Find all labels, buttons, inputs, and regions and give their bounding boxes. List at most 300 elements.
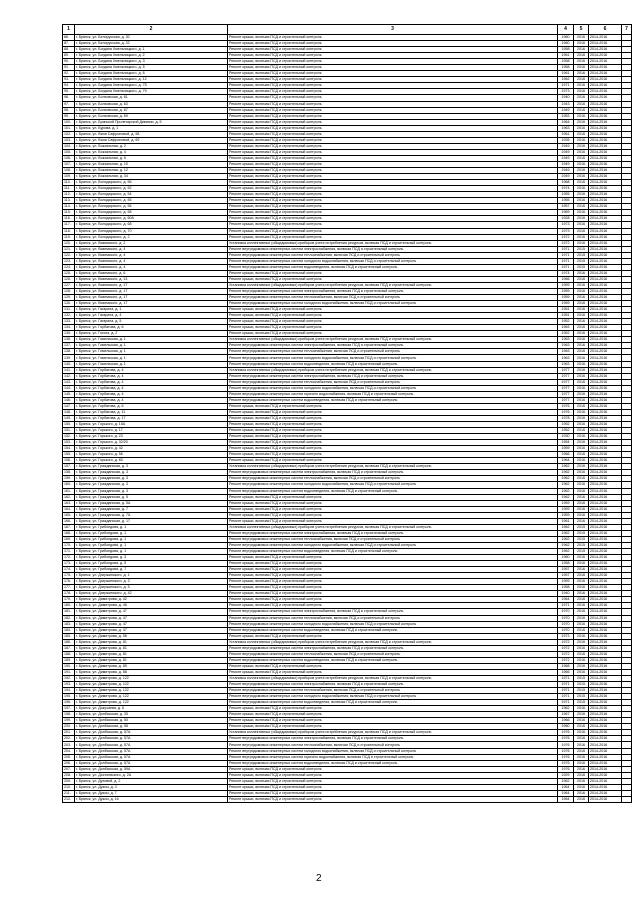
year-built-cell: 1976 bbox=[558, 730, 574, 736]
period-cell: 2014-2016 bbox=[589, 591, 622, 597]
planned-year-cell: 2016 bbox=[574, 337, 589, 343]
year-built-cell: 1953 bbox=[558, 113, 574, 119]
work-type-cell: Ремонт крыши, включая ПСД и строительный контроль bbox=[228, 573, 558, 579]
year-built-cell: 1966 bbox=[558, 452, 574, 458]
header-cell: 3 bbox=[228, 25, 558, 35]
address-cell: г. Брянск, ул. Горбатова, д. 11 bbox=[75, 409, 228, 415]
address-cell: г. Брянск, ул. Вокзальная, д. 34 bbox=[75, 174, 228, 180]
work-type-cell: Ремонт крыши, включая ПСД и строительный контроль bbox=[228, 186, 558, 192]
row-number: 172. bbox=[63, 555, 75, 561]
planned-year-cell: 2016 bbox=[574, 403, 589, 409]
address-cell: г. Брянск, ул. Володарского, д. 2 bbox=[75, 234, 228, 240]
address-cell: г. Брянск, ул. Докучаева, д. 6 bbox=[75, 706, 228, 712]
address-cell: г. Брянск, ул. Донбасская, д. 59А bbox=[75, 766, 228, 772]
planned-year-cell: 2016 bbox=[574, 83, 589, 89]
empty-cell bbox=[622, 796, 632, 802]
planned-year-cell: 2015 bbox=[574, 258, 589, 264]
planned-year-cell: 2015 bbox=[574, 542, 589, 548]
work-type-cell: Ремонт крыши, включая ПСД и строительный контроль bbox=[228, 555, 558, 561]
work-type-cell: Ремонт крыши, включая ПСД и строительный контроль bbox=[228, 718, 558, 724]
period-cell: 2014-2016 bbox=[589, 77, 622, 83]
work-type-cell: Ремонт крыши, включая ПСД и строительный контроль bbox=[228, 669, 558, 675]
work-type-cell: Ремонт крыши, включая ПСД и строительный контроль bbox=[228, 440, 558, 446]
year-built-cell: 1959 bbox=[558, 288, 574, 294]
planned-year-cell: 2016 bbox=[574, 113, 589, 119]
period-cell: 2014-2016 bbox=[589, 645, 622, 651]
planned-year-cell: 2016 bbox=[574, 234, 589, 240]
work-type-cell: Ремонт внутридомовых инженерных систем водоотведения, включая ПСД и строительный контроль bbox=[228, 700, 558, 706]
address-cell: г. Брянск, ул. Донбасская, д. 57А bbox=[75, 736, 228, 742]
planned-year-cell: 2016 bbox=[574, 573, 589, 579]
work-type-cell: Ремонт крыши, включая ПСД и строительный контроль bbox=[228, 561, 558, 567]
period-cell: 2014-2016 bbox=[589, 168, 622, 174]
year-built-cell: 1952 bbox=[558, 422, 574, 428]
row-number: 154. bbox=[63, 446, 75, 452]
row-number: 112. bbox=[63, 192, 75, 198]
address-cell: г. Брянск, ул. Грибоедова, д. 7 bbox=[75, 567, 228, 573]
address-cell: г. Брянск, ул. Володарского, д. 55 bbox=[75, 198, 228, 204]
address-cell: г. Брянск, ул. Володарского, д. 56 bbox=[75, 204, 228, 210]
work-type-cell: Установка коллективных (общедомовых) приборов учета потребления ресурсов, включая ПСД и строительный контроль bbox=[228, 730, 558, 736]
address-cell: г. Брянск, ул. Володарского, д. 60А bbox=[75, 216, 228, 222]
row-number: 210. bbox=[63, 784, 75, 790]
work-type-cell: Ремонт внутридомовых инженерных систем горячего водоснабжения, включая ПСД и строительный контроль bbox=[228, 754, 558, 760]
planned-year-cell: 2016 bbox=[574, 561, 589, 567]
planned-year-cell: 2016 bbox=[574, 730, 589, 736]
year-built-cell: 1935 bbox=[558, 137, 574, 143]
planned-year-cell: 2016 bbox=[574, 603, 589, 609]
planned-year-cell: 2016 bbox=[574, 71, 589, 77]
row-number: 183. bbox=[63, 621, 75, 627]
row-number: 207. bbox=[63, 766, 75, 772]
period-cell: 2014-2016 bbox=[589, 712, 622, 718]
planned-year-cell: 2016 bbox=[574, 434, 589, 440]
year-built-cell: 1977 bbox=[558, 367, 574, 373]
planned-year-cell: 2015 bbox=[574, 264, 589, 270]
year-built-cell: 1976 bbox=[558, 736, 574, 742]
planned-year-cell: 2016 bbox=[574, 470, 589, 476]
planned-year-cell: 2015 bbox=[574, 682, 589, 688]
period-cell: 2014-2016 bbox=[589, 609, 622, 615]
work-type-cell: Ремонт крыши, включая ПСД и строительный контроль bbox=[228, 174, 558, 180]
row-number: 133. bbox=[63, 319, 75, 325]
row-number: 205. bbox=[63, 754, 75, 760]
year-built-cell: 1966 bbox=[558, 276, 574, 282]
period-cell: 2014-2016 bbox=[589, 597, 622, 603]
year-built-cell: 1972 bbox=[558, 639, 574, 645]
period-cell: 2014-2016 bbox=[589, 784, 622, 790]
address-cell: г. Брянск, ул. Вяземского, д. 13 bbox=[75, 276, 228, 282]
address-cell: г. Брянск, ул. Болховская, д. 63 bbox=[75, 101, 228, 107]
period-cell: 2014-2016 bbox=[589, 470, 622, 476]
period-cell: 2014-2016 bbox=[589, 663, 622, 669]
work-type-cell: Ремонт внутридомовых инженерных систем холодного водоснабжения, включая ПСД и строительный контроль bbox=[228, 258, 558, 264]
row-number: 180. bbox=[63, 603, 75, 609]
year-built-cell: 1959 bbox=[558, 512, 574, 518]
work-type-cell: Ремонт крыши, включая ПСД и строительный контроль bbox=[228, 180, 558, 186]
row-number: 174. bbox=[63, 567, 75, 573]
year-built-cell: 1977 bbox=[558, 385, 574, 391]
period-cell: 2014-2016 bbox=[589, 192, 622, 198]
work-type-cell: Установка коллективных (общедомовых) приборов учета потребления ресурсов, включая ПСД и строительный контроль bbox=[228, 367, 558, 373]
planned-year-cell: 2016 bbox=[574, 621, 589, 627]
address-cell: г. Брянск, ул. Богдана Хмельницкого, д. 79 bbox=[75, 89, 228, 95]
row-number: 98. bbox=[63, 107, 75, 113]
period-cell: 2014-2016 bbox=[589, 500, 622, 506]
planned-year-cell: 2016 bbox=[574, 500, 589, 506]
period-cell: 2014-2016 bbox=[589, 754, 622, 760]
address-cell: г. Брянск, ул. Володарского, д. 70 bbox=[75, 228, 228, 234]
year-built-cell: 1971 bbox=[558, 264, 574, 270]
year-built-cell: 1978 bbox=[558, 415, 574, 421]
work-type-cell: Ремонт крыши, включая ПСД и строительный контроль bbox=[228, 113, 558, 119]
planned-year-cell: 2016 bbox=[574, 216, 589, 222]
row-number: 158. bbox=[63, 470, 75, 476]
year-built-cell: 1949 bbox=[558, 161, 574, 167]
period-cell: 2014-2016 bbox=[589, 155, 622, 161]
year-built-cell: 1959 bbox=[558, 295, 574, 301]
planned-year-cell: 2016 bbox=[574, 174, 589, 180]
planned-year-cell: 2015 bbox=[574, 524, 589, 530]
address-cell: г. Брянск, ул. Вокзальная, д. 6 bbox=[75, 155, 228, 161]
planned-year-cell: 2016 bbox=[574, 59, 589, 65]
year-built-cell: 1973 bbox=[558, 222, 574, 228]
planned-year-cell: 2016 bbox=[574, 415, 589, 421]
row-number: 114. bbox=[63, 204, 75, 210]
year-built-cell: 1977 bbox=[558, 379, 574, 385]
row-number: 208. bbox=[63, 772, 75, 778]
row-number: 122. bbox=[63, 252, 75, 258]
period-cell: 2014-2016 bbox=[589, 627, 622, 633]
row-number: 162. bbox=[63, 494, 75, 500]
work-type-cell: Ремонт крыши, включая ПСД и строительный контроль bbox=[228, 89, 558, 95]
work-type-cell: Ремонт крыши, включая ПСД и строительный контроль bbox=[228, 579, 558, 585]
row-number: 198. bbox=[63, 712, 75, 718]
year-built-cell: 1963 bbox=[558, 337, 574, 343]
year-built-cell: 1951 bbox=[558, 307, 574, 313]
work-type-cell: Установка коллективных (общедомовых) приборов учета потребления ресурсов, включая ПСД и строительный контроль bbox=[228, 524, 558, 530]
year-built-cell: 1958 bbox=[558, 585, 574, 591]
row-number: 149. bbox=[63, 415, 75, 421]
address-cell: г. Брянск, ул. Гоголя, д. 2 bbox=[75, 331, 228, 337]
period-cell: 2014-2016 bbox=[589, 397, 622, 403]
planned-year-cell: 2016 bbox=[574, 180, 589, 186]
work-type-cell: Ремонт крыши, включая ПСД и строительный контроль bbox=[228, 131, 558, 137]
address-cell: г. Брянск, ул. Горького, д. 42 bbox=[75, 446, 228, 452]
work-type-cell: Ремонт крыши, включая ПСД и строительный контроль bbox=[228, 95, 558, 101]
work-type-cell: Ремонт внутридомовых инженерных систем водоотведения, включая ПСД и строительный контроль bbox=[228, 657, 558, 663]
work-type-cell: Ремонт крыши, включая ПСД и строительный контроль bbox=[228, 192, 558, 198]
row-number: 116. bbox=[63, 216, 75, 222]
work-type-cell: Ремонт крыши, включая ПСД и строительный контроль bbox=[228, 270, 558, 276]
planned-year-cell: 2016 bbox=[574, 718, 589, 724]
planned-year-cell: 2016 bbox=[574, 609, 589, 615]
address-cell: г. Брянск, ул. Димитрова, д. 122 bbox=[75, 675, 228, 681]
address-cell: г. Брянск, ул. Вокзальная, д. 4 bbox=[75, 149, 228, 155]
work-type-cell: Ремонт крыши, включая ПСД и строительный контроль bbox=[228, 155, 558, 161]
work-type-cell: Ремонт крыши, включая ПСД и строительный контроль bbox=[228, 772, 558, 778]
row-number: 167. bbox=[63, 524, 75, 530]
year-built-cell: 1929 bbox=[558, 772, 574, 778]
period-cell: 2014-2016 bbox=[589, 422, 622, 428]
planned-year-cell: 2016 bbox=[574, 476, 589, 482]
work-type-cell: Ремонт внутридомовых инженерных систем холодного водоснабжения, включая ПСД и строительный контроль bbox=[228, 748, 558, 754]
year-built-cell: 1970 bbox=[558, 621, 574, 627]
planned-year-cell: 2016 bbox=[574, 458, 589, 464]
planned-year-cell: 2016 bbox=[574, 168, 589, 174]
work-type-cell: Ремонт крыши, включая ПСД и строительный контроль bbox=[228, 307, 558, 313]
year-built-cell: 1968 bbox=[558, 663, 574, 669]
work-type-cell: Ремонт внутридомовых инженерных систем холодного водоснабжения, включая ПСД и строительный контроль bbox=[228, 385, 558, 391]
work-type-cell: Ремонт крыши, включая ПСД и строительный контроль bbox=[228, 331, 558, 337]
period-cell: 2014-2016 bbox=[589, 228, 622, 234]
work-type-cell: Ремонт внутридомовых инженерных систем водоотведения, включая ПСД и строительный контроль bbox=[228, 264, 558, 270]
address-cell: г. Брянск, ул. Гражданская, д. 3 bbox=[75, 470, 228, 476]
period-cell: 2014-2016 bbox=[589, 476, 622, 482]
period-cell: 2014-2016 bbox=[589, 180, 622, 186]
year-built-cell: 1962 bbox=[558, 530, 574, 536]
year-built-cell: 1962 bbox=[558, 488, 574, 494]
address-cell: г. Брянск, ул. Гражданская, д. 17 bbox=[75, 518, 228, 524]
row-number: 124. bbox=[63, 264, 75, 270]
planned-year-cell: 2016 bbox=[574, 772, 589, 778]
planned-year-cell: 2016 bbox=[574, 307, 589, 313]
period-cell: 2014-2016 bbox=[589, 313, 622, 319]
planned-year-cell: 2016 bbox=[574, 204, 589, 210]
work-type-cell: Установка коллективных (общедомовых) приборов учета потребления ресурсов, включая ПСД и строительный контроль bbox=[228, 282, 558, 288]
work-type-cell: Ремонт крыши, включая ПСД и строительный контроль bbox=[228, 422, 558, 428]
period-cell: 2014-2016 bbox=[589, 343, 622, 349]
work-type-cell: Ремонт внутридомовых инженерных систем холодного водоснабжения, включая ПСД и строительный контроль bbox=[228, 542, 558, 548]
row-number: 89. bbox=[63, 53, 75, 59]
address-cell: г. Брянск, ул. Вяземского, д. 4 bbox=[75, 252, 228, 258]
work-type-cell: Ремонт внутридомовых инженерных систем электроснабжения, включая ПСД и строительный контроль bbox=[228, 288, 558, 294]
year-built-cell: 1943 bbox=[558, 101, 574, 107]
planned-year-cell: 2016 bbox=[574, 518, 589, 524]
planned-year-cell: 2016 bbox=[574, 657, 589, 663]
year-built-cell: 1957 bbox=[558, 567, 574, 573]
header-cell: 4 bbox=[558, 25, 574, 35]
planned-year-cell: 2016 bbox=[574, 301, 589, 307]
year-built-cell: 1971 bbox=[558, 694, 574, 700]
row-number: 163. bbox=[63, 500, 75, 506]
period-cell: 2014-2016 bbox=[589, 464, 622, 470]
row-number: 157. bbox=[63, 464, 75, 470]
planned-year-cell: 2016 bbox=[574, 288, 589, 294]
planned-year-cell: 2016 bbox=[574, 754, 589, 760]
year-built-cell: 1962 bbox=[558, 464, 574, 470]
row-number: 192. bbox=[63, 675, 75, 681]
work-type-cell: Ремонт крыши, включая ПСД и строительный контроль bbox=[228, 65, 558, 71]
year-built-cell: 1963 bbox=[558, 361, 574, 367]
address-cell: г. Брянск, ул. Брянской Пролетарской Дивизии, д. 5 bbox=[75, 119, 228, 125]
period-cell: 2014-2016 bbox=[589, 446, 622, 452]
period-cell: 2014-2016 bbox=[589, 488, 622, 494]
planned-year-cell: 2016 bbox=[574, 766, 589, 772]
address-cell: г. Брянск, ул. Димитрова, д. 122 bbox=[75, 700, 228, 706]
work-type-cell: Ремонт внутридомовых инженерных систем холодного водоснабжения, включая ПСД и строительный контроль bbox=[228, 482, 558, 488]
work-type-cell: Ремонт внутридомовых инженерных систем электроснабжения, включая ПСД и строительный контроль bbox=[228, 530, 558, 536]
address-cell: г. Брянск, ул. Гомельская, д. 1 bbox=[75, 355, 228, 361]
address-cell: г. Брянск, ул. Дзержинского, д. 1 bbox=[75, 573, 228, 579]
row-number: 121. bbox=[63, 246, 75, 252]
page-number: 2 bbox=[316, 873, 322, 884]
period-cell: 2014-2016 bbox=[589, 573, 622, 579]
row-number: 94. bbox=[63, 83, 75, 89]
period-cell: 2014-2016 bbox=[589, 95, 622, 101]
address-cell: г. Брянск, ул. Горбатова, д. 6 bbox=[75, 325, 228, 331]
year-built-cell: 1954 bbox=[558, 440, 574, 446]
year-built-cell: 1959 bbox=[558, 506, 574, 512]
address-cell: г. Брянск, ул. Грибоедова, д. 1 bbox=[75, 542, 228, 548]
planned-year-cell: 2016 bbox=[574, 89, 589, 95]
address-cell: г. Брянск, ул. Димитрова, д. 81 bbox=[75, 657, 228, 663]
period-cell: 2014-2016 bbox=[589, 567, 622, 573]
year-built-cell: 1962 bbox=[558, 482, 574, 488]
period-cell: 2014-2016 bbox=[589, 772, 622, 778]
period-cell: 2014-2016 bbox=[589, 113, 622, 119]
row-number: 155. bbox=[63, 452, 75, 458]
planned-year-cell: 2016 bbox=[574, 651, 589, 657]
work-type-cell: Ремонт крыши, включая ПСД и строительный контроль bbox=[228, 506, 558, 512]
row-number: 138. bbox=[63, 349, 75, 355]
work-type-cell: Установка коллективных (общедомовых) приборов учета потребления ресурсов, включая ПСД и строительный контроль bbox=[228, 639, 558, 645]
period-cell: 2014-2016 bbox=[589, 530, 622, 536]
year-built-cell: 1972 bbox=[558, 645, 574, 651]
planned-year-cell: 2016 bbox=[574, 379, 589, 385]
address-cell: г. Брянск, ул. Горького, д. 56 bbox=[75, 452, 228, 458]
row-number: 126. bbox=[63, 276, 75, 282]
row-number: 117. bbox=[63, 222, 75, 228]
row-number: 123. bbox=[63, 258, 75, 264]
address-cell: г. Брянск, ул. Димитрова, д. 85 bbox=[75, 663, 228, 669]
planned-year-cell: 2016 bbox=[574, 742, 589, 748]
row-number: 125. bbox=[63, 270, 75, 276]
row-number: 169. bbox=[63, 536, 75, 542]
year-built-cell: 1961 bbox=[558, 518, 574, 524]
planned-year-cell: 2016 bbox=[574, 778, 589, 784]
period-cell: 2014-2016 bbox=[589, 675, 622, 681]
row-number: 184. bbox=[63, 627, 75, 633]
work-type-cell: Ремонт крыши, включая ПСД и строительный контроль bbox=[228, 603, 558, 609]
work-type-cell: Ремонт крыши, включая ПСД и строительный контроль bbox=[228, 706, 558, 712]
address-cell: г. Брянск, ул. Горбатова, д. 4 bbox=[75, 379, 228, 385]
address-cell: г. Брянск, ул. Белорусская, д. 32 bbox=[75, 41, 228, 47]
planned-year-cell: 2016 bbox=[574, 645, 589, 651]
period-cell: 2014-2016 bbox=[589, 282, 622, 288]
year-built-cell: 1970 bbox=[558, 609, 574, 615]
year-built-cell: 1960 bbox=[558, 35, 574, 41]
period-cell: 2014-2016 bbox=[589, 736, 622, 742]
year-built-cell: 1951 bbox=[558, 313, 574, 319]
address-cell: г. Брянск, ул. Богдана Хмельницкого, д. 1 bbox=[75, 47, 228, 53]
period-cell: 2014-2016 bbox=[589, 518, 622, 524]
planned-year-cell: 2016 bbox=[574, 192, 589, 198]
row-number: 103. bbox=[63, 137, 75, 143]
year-built-cell: 1930 bbox=[558, 434, 574, 440]
work-type-cell: Ремонт крыши, включая ПСД и строительный контроль bbox=[228, 204, 558, 210]
period-cell: 2014-2016 bbox=[589, 89, 622, 95]
row-number: 212. bbox=[63, 796, 75, 802]
planned-year-cell: 2016 bbox=[574, 343, 589, 349]
work-type-cell: Ремонт крыши, включая ПСД и строительный контроль bbox=[228, 409, 558, 415]
planned-year-cell: 2016 bbox=[574, 452, 589, 458]
planned-year-cell: 2016 bbox=[574, 663, 589, 669]
planned-year-cell: 2016 bbox=[574, 796, 589, 802]
work-type-cell: Ремонт внутридомовых инженерных систем водоотведения, включая ПСД и строительный контроль bbox=[228, 488, 558, 494]
planned-year-cell: 2016 bbox=[574, 440, 589, 446]
address-cell: г. Брянск, ул. Горбатова, д. 6 bbox=[75, 403, 228, 409]
row-number: 200. bbox=[63, 724, 75, 730]
work-type-cell: Ремонт крыши, включая ПСД и строительный контроль bbox=[228, 325, 558, 331]
year-built-cell: 1971 bbox=[558, 688, 574, 694]
address-cell: г. Брянск, ул. Горбатова, д. 4 bbox=[75, 397, 228, 403]
address-cell: г. Брянск, ул. Гражданская, д. 5А bbox=[75, 500, 228, 506]
row-number: 91. bbox=[63, 65, 75, 71]
address-cell: г. Брянск, ул. Донбасская, д. 57А bbox=[75, 760, 228, 766]
address-cell: г. Брянск, ул. Грибоедова, д. 3 bbox=[75, 555, 228, 561]
period-cell: 2014-2016 bbox=[589, 603, 622, 609]
work-type-cell: Ремонт крыши, включая ПСД и строительный контроль bbox=[228, 796, 558, 802]
planned-year-cell: 2016 bbox=[574, 228, 589, 234]
year-built-cell: 1972 bbox=[558, 651, 574, 657]
address-cell: г. Брянск, ул. Вокзальная, д. 2 bbox=[75, 143, 228, 149]
work-type-cell: Ремонт внутридомовых инженерных систем теплоснабжения, включая ПСД и строительный контроль bbox=[228, 349, 558, 355]
address-cell: г. Брянск, ул. Вокзальная, д. 10 bbox=[75, 161, 228, 167]
row-number: 96. bbox=[63, 95, 75, 101]
period-cell: 2014-2016 bbox=[589, 252, 622, 258]
year-built-cell: 1977 bbox=[558, 391, 574, 397]
period-cell: 2014-2016 bbox=[589, 428, 622, 434]
planned-year-cell: 2016 bbox=[574, 615, 589, 621]
planned-year-cell: 2016 bbox=[574, 161, 589, 167]
row-number: 104. bbox=[63, 143, 75, 149]
period-cell: 2014-2016 bbox=[589, 718, 622, 724]
work-type-cell: Ремонт крыши, включая ПСД и строительный контроль bbox=[228, 47, 558, 53]
period-cell: 2014-2016 bbox=[589, 391, 622, 397]
planned-year-cell: 2016 bbox=[574, 397, 589, 403]
address-cell: г. Брянск, ул. Дзержинского, д. 3 bbox=[75, 579, 228, 585]
year-built-cell: 1963 bbox=[558, 325, 574, 331]
work-type-cell: Установка коллективных (общедомовых) приборов учета потребления ресурсов, включая ПСД и строительный контроль bbox=[228, 337, 558, 343]
row-number: 175. bbox=[63, 573, 75, 579]
planned-year-cell: 2016 bbox=[574, 276, 589, 282]
row-number: 132. bbox=[63, 313, 75, 319]
address-cell: г. Брянск, ул. Вяземского, д. 17 bbox=[75, 288, 228, 294]
period-cell: 2014-2016 bbox=[589, 355, 622, 361]
address-cell: г. Брянск, ул. Вали Сафроновой, д. 69 bbox=[75, 137, 228, 143]
period-cell: 2014-2016 bbox=[589, 639, 622, 645]
period-cell: 2014-2016 bbox=[589, 373, 622, 379]
work-type-cell: Ремонт крыши, включая ПСД и строительный контроль bbox=[228, 198, 558, 204]
address-cell: г. Брянск, ул. Володарского, д. 56 bbox=[75, 180, 228, 186]
year-built-cell: 1964 bbox=[558, 790, 574, 796]
period-cell: 2014-2016 bbox=[589, 125, 622, 131]
row-number: 152. bbox=[63, 434, 75, 440]
planned-year-cell: 2015 bbox=[574, 530, 589, 536]
year-built-cell: 1977 bbox=[558, 397, 574, 403]
address-cell: г. Брянск, ул. Горбатова, д. 4 bbox=[75, 391, 228, 397]
address-cell: г. Брянск, ул. Донбасская, д. 57А bbox=[75, 730, 228, 736]
year-built-cell: 1963 bbox=[558, 343, 574, 349]
address-cell: г. Брянск, ул. Вяземского, д. 4 bbox=[75, 264, 228, 270]
work-type-cell: Ремонт крыши, включая ПСД и строительный контроль bbox=[228, 512, 558, 518]
register-table bbox=[62, 24, 632, 803]
planned-year-cell: 2016 bbox=[574, 210, 589, 216]
year-built-cell: 1940 bbox=[558, 95, 574, 101]
year-built-cell: 1972 bbox=[558, 657, 574, 663]
header-cell: 1 bbox=[63, 25, 75, 35]
